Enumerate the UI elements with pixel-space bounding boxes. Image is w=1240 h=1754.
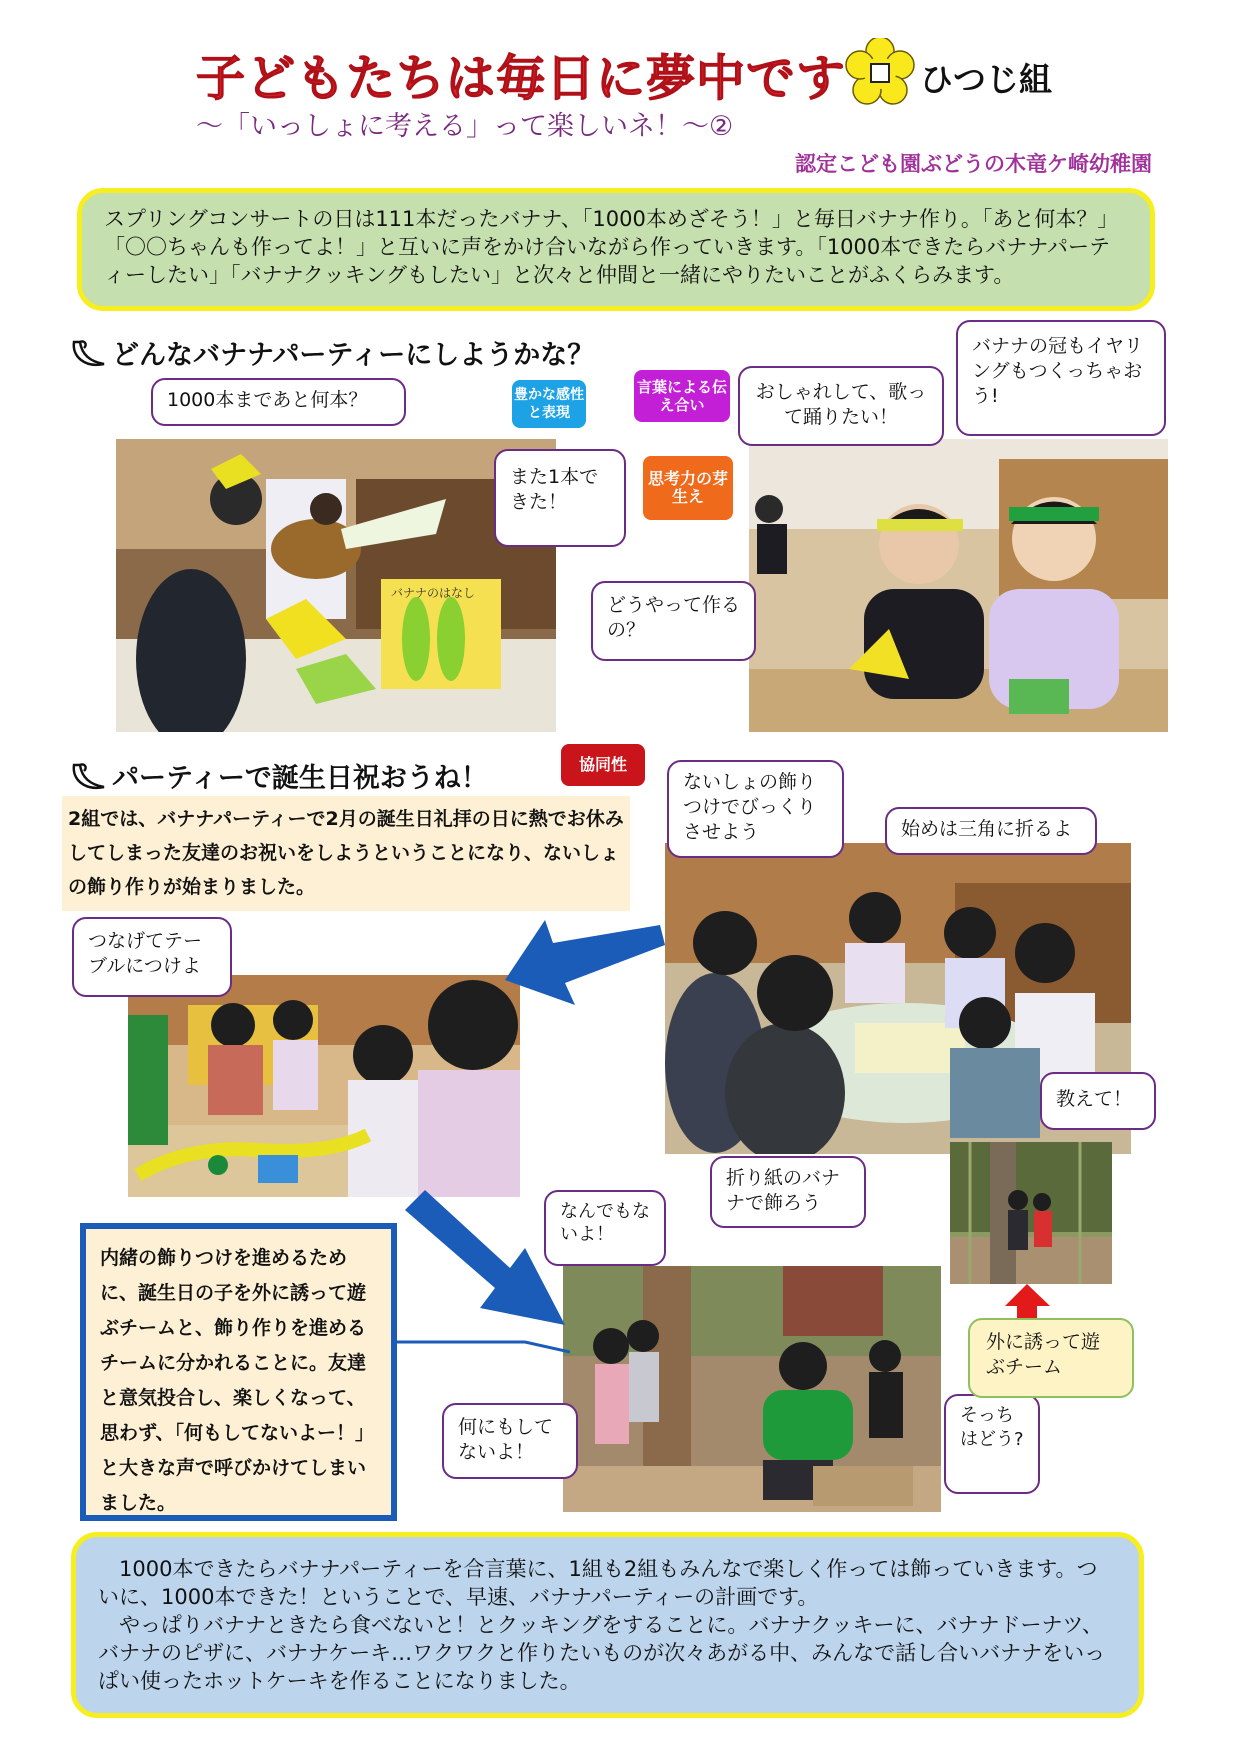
section2-heading-text: パーティーで誕生日祝おうね！: [112, 763, 488, 794]
bubble-doing-nothing: 何にもしてないよ！: [442, 1403, 578, 1479]
flower-badge-icon: [845, 38, 915, 108]
intro-box: [77, 188, 1155, 311]
intro-text: スプリングコンサートの日は111本だったバナナ、「1000本めざそう！」と毎日バナナ作り。「あと何本？」「〇〇ちゃんも作ってよ！」と互いに声をかけ合いながら作っていきます。「1000本できたらバナナパーティーしたい」「バナナクッキングもしたい」と次々と仲間と一緒にやりたいことがふくらみます。: [104, 207, 1119, 287]
tag-communication: 言葉による伝え合い: [634, 370, 730, 422]
bubble-teach: 教えて！: [1040, 1072, 1156, 1130]
bubble-secret-deco: ないしょの飾りつけでびっくりさせよう: [667, 760, 844, 858]
bubble-nothing: なんでもないよ！: [544, 1190, 666, 1266]
photo-book-title: バナナのはなし: [391, 586, 476, 600]
photo-outside-play: [563, 1266, 941, 1512]
bubble-one-more: また1本できた！: [494, 449, 626, 547]
bubble-triangle: 始めは三角に折るよ: [885, 807, 1097, 855]
bubble-how-many: 1000本まであと何本？: [151, 378, 406, 426]
bubble-crown: バナナの冠もイヤリングもつくっちゃおう!: [956, 320, 1166, 436]
secret-text-box: 内緒の飾りつけを進めるために、誕生日の子を外に誘って遊ぶチームと、飾り作りを進めるチームに分かれることに。友達と意気投合し、楽しくなって、思わず、「何もしてないよー！」と大きな声で呼びかけてしまいました。: [80, 1223, 397, 1521]
bubble-origami: 折り紙のバナナで飾ろう: [710, 1156, 866, 1228]
banana-icon: [70, 336, 108, 370]
section2-heading: [70, 756, 488, 795]
banana-icon: [70, 759, 108, 793]
bubble-dress-up: おしゃれして、歌って踊りたい！: [738, 366, 944, 446]
tag-cooperation: 協同性: [561, 744, 645, 786]
tag-thinking: 思考力の芽生え: [643, 456, 733, 520]
bubble-over-there: そっちはどう?: [944, 1394, 1040, 1494]
connector-line: [395, 1330, 570, 1360]
outside-team-label: 外に誘って遊ぶチーム: [968, 1318, 1134, 1398]
page-title: 子どもたちは毎日に夢中です: [196, 50, 847, 107]
section1-heading: [70, 333, 594, 372]
photo-outside-team: [950, 1142, 1112, 1284]
outro-box: [71, 1532, 1144, 1718]
tag-expression: 豊かな感性と表現: [512, 380, 586, 428]
section2-text: 2組では、バナナパーティーで2月の誕生日礼拝の日に熱でお休みしてしまった友達のお祝いをしようということになり、ないしょの飾り作りが始まりました。: [62, 796, 630, 911]
bubble-how-make: どうやって作るの？: [591, 581, 756, 661]
arrow-left-icon: [505, 905, 665, 1005]
section1-heading-text: どんなバナナパーティーにしようかな？: [112, 340, 595, 371]
subtitle: ～「いっしょに考える」って楽しいネ！～②: [196, 111, 734, 142]
outro-paragraph-1: 1000本できたらバナナパーティーを合言葉に、1組も2組もみんなで楽しく作っては飾っていきます。ついに、1000本できた！ということで、早速、バナナパーティーの計画です。: [98, 1557, 1098, 1609]
bubble-connect: つなげてテーブルにつけよ: [72, 917, 232, 997]
class-name: ひつじ組: [920, 60, 1052, 99]
arrow-up-icon: [1005, 1284, 1050, 1322]
photo-table-deco: [128, 975, 520, 1197]
photo-banana-making: [116, 439, 556, 732]
school-name: 認定こども園ぶどうの木竜ケ崎幼稚園: [795, 152, 1152, 176]
photo-headbands: [749, 439, 1168, 732]
outro-paragraph-2: やっぱりバナナときたら食べないと！とクッキングをすることに。バナナクッキーに、バナナドーナツ、バナナのピザに、バナナケーキ…ワクワクと作りたいものが次々あがる中、みんなで話し合いバナナをいっぱい使ったホットケーキを作ることになりました。: [98, 1613, 1106, 1693]
